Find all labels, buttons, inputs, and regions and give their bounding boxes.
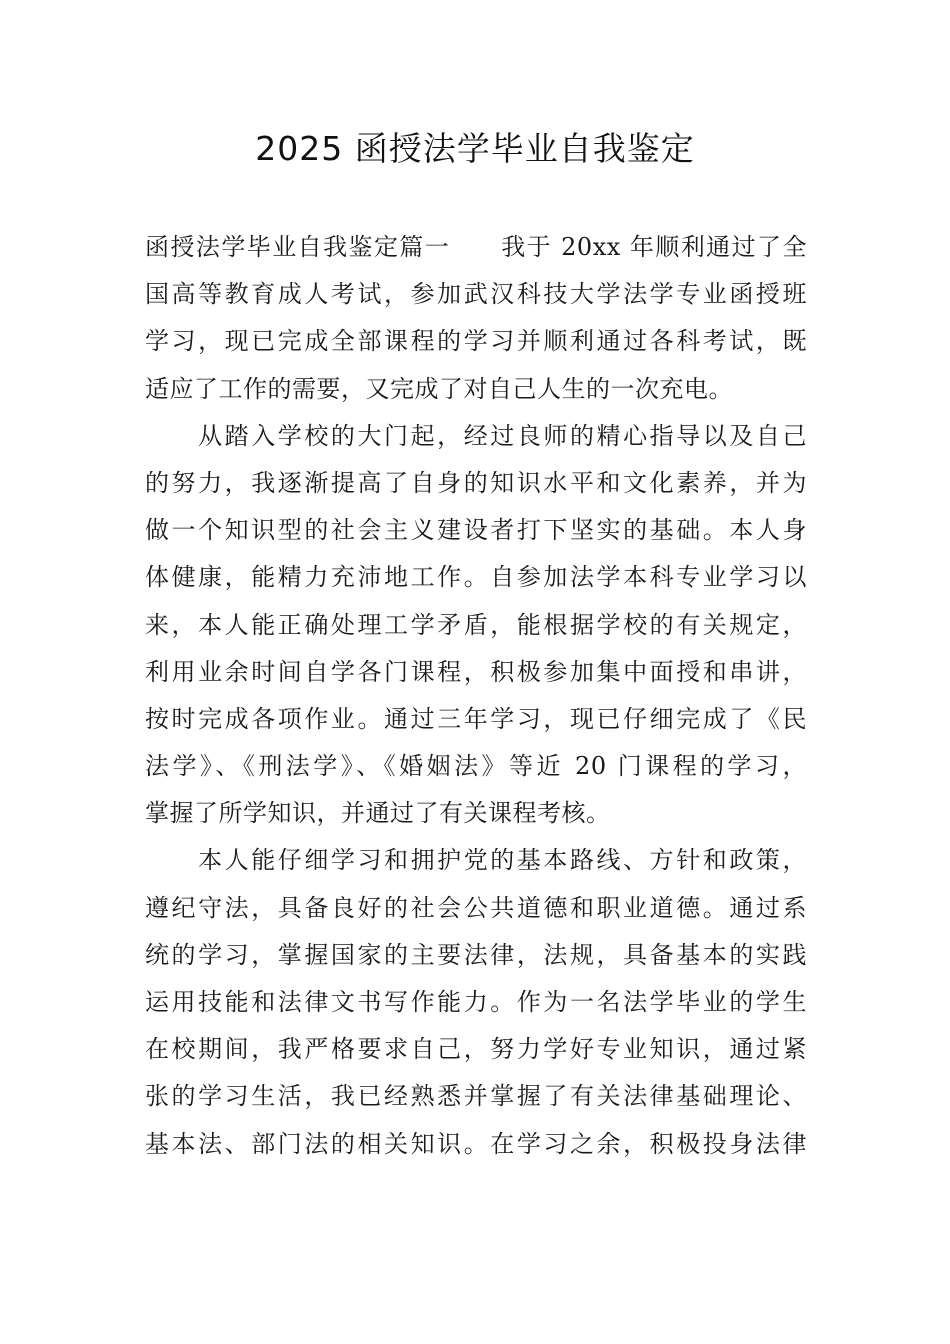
text-line: 的努力，我逐渐提高了自身的知识水平和文化素养，并为 <box>145 468 807 497</box>
document-body <box>145 224 807 1168</box>
text-line: 本人能仔细学习和拥护党的基本路线、方针和政策， <box>145 846 807 875</box>
text-line: 国高等教育成人考试，参加武汉科技大学法学专业函授班 <box>145 280 807 309</box>
text-line: 按时完成各项作业。通过三年学习，现已仔细完成了《民 <box>145 704 807 733</box>
text-line: 掌握了所学知识，并通过了有关课程考核。 <box>145 799 611 828</box>
paragraph-1 <box>145 224 807 413</box>
text-line: 做一个知识型的社会主义建设者打下坚实的基础。本人身 <box>145 516 807 545</box>
text-line: 学习，现已完成全部课程的学习并顺利通过各科考试，既 <box>145 327 807 356</box>
text-line: 运用技能和法律文书写作能力。作为一名法学毕业的学生 <box>145 988 807 1016</box>
text-line: 张的学习生活，我已经熟悉并掌握了有关法律基础理论、 <box>145 1082 807 1111</box>
paragraph-3 <box>145 837 807 1167</box>
text-line: 基本法、部门法的相关知识。在学习之余，积极投身法律 <box>145 1129 807 1158</box>
document-title: 2025 函授法学毕业自我鉴定 <box>255 129 695 168</box>
text-line: 法学》、《刑法学》、《婚姻法》等近 20 门课程的学习， <box>145 752 807 781</box>
paragraph-2 <box>145 413 807 838</box>
text-line: 在校期间，我严格要求自己，努力学好专业知识，通过紧 <box>145 1035 807 1064</box>
text-line: 体健康，能精力充沛地工作。自参加法学本科专业学习以 <box>145 563 807 592</box>
text-line: 利用业余时间自学各门课程，积极参加集中面授和串讲， <box>145 657 807 686</box>
text-line: 来，本人能正确处理工学矛盾，能根据学校的有关规定， <box>145 610 807 639</box>
text-line: 函授法学毕业自我鉴定篇一 我于 20xx 年顺利通过了全 <box>145 233 807 261</box>
text-line: 从踏入学校的大门起，经过良师的精心指导以及自己 <box>145 421 807 450</box>
text-line: 适应了工作的需要，又完成了对自己人生的一次充电。 <box>145 374 733 403</box>
text-line: 遵纪守法，具备良好的社会公共道德和职业道德。通过系 <box>145 893 807 922</box>
text-line: 统的学习，掌握国家的主要法律，法规，具备基本的实践 <box>145 940 807 969</box>
